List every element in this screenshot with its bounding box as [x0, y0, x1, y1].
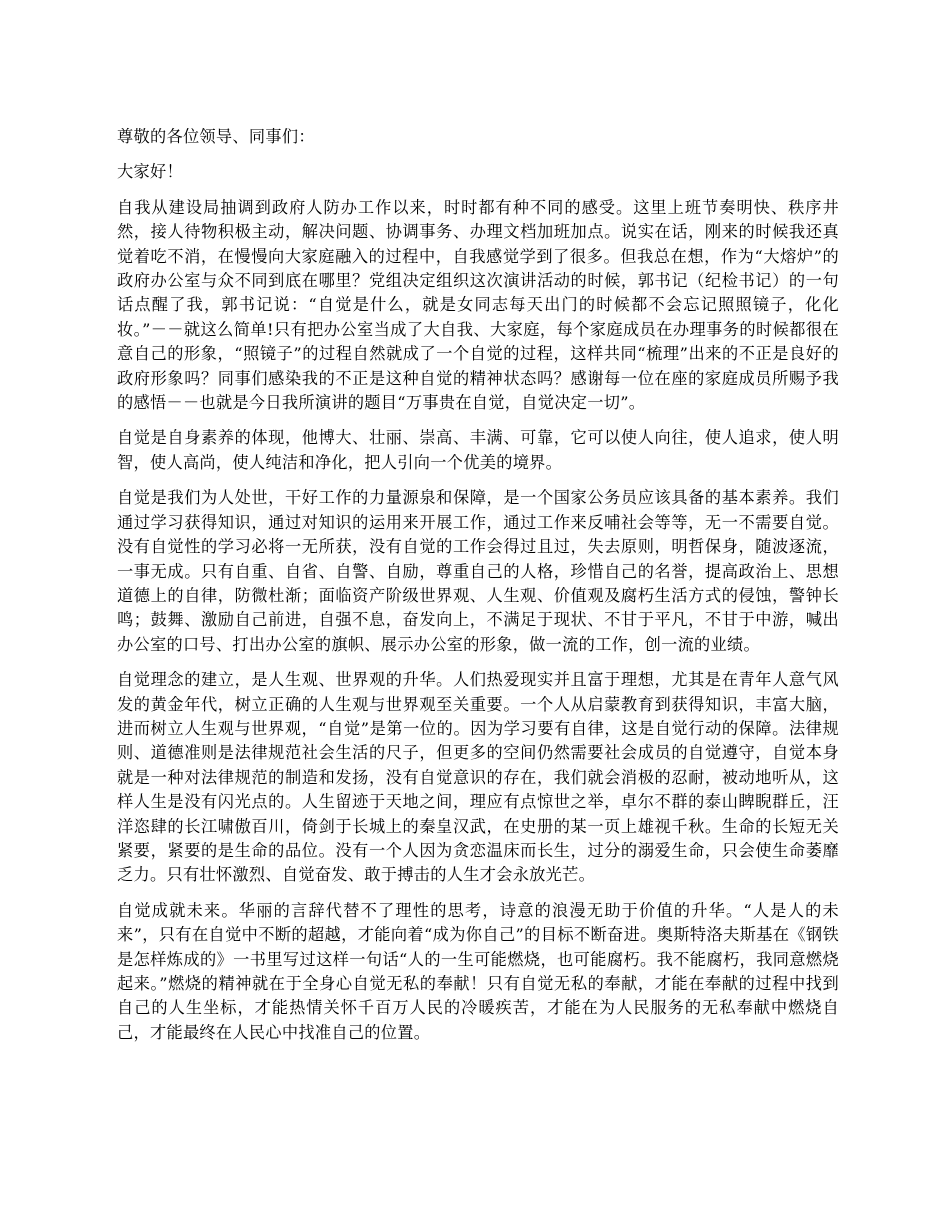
paragraph-work-foundation: 自觉是我们为人处世，干好工作的力量源泉和保障，是一个国家公务员应该具备的基本素养。我们通过学习获得知识，通过对知识的运用来开展工作，通过工作来反哺社会等等，无一不需要自觉。没有自觉性的学习必将一无所获，没有自觉的工作会得过且过，失去原则，明哲保身，随波逐流，一事无成。只有自重、自省、自警、自励，尊重自己的人格，珍惜自己的名誉，提高政治上、思想道德上的自律，防微杜渐；面临资产阶级世界观、人生观、价值观及腐朽生活方式的侵蚀，警钟长鸣；鼓舞、激励自己前进，自强不息，奋发向上，不满足于现状、不甘于平凡，不甘于中游，喊出办公室的口号、打出办公室的旗帜、展示办公室的形象，做一流的工作，创一流的业绩。 [117, 488, 839, 654]
salutation: 尊敬的各位领导、同事们： [117, 127, 315, 146]
greeting: 大家好！ [117, 162, 183, 182]
paragraph-intro: 自我从建设局抽调到政府人防办工作以来，时时都有种不同的感受。这里上班节奏明快、秩序井然，接人待物积极主动，解决问题、协调事务、办理文档加班加点。说实在话，刚来的时候我还真觉着吃不消，在慢慢向大家庭融入的过程中，自我感觉学到了很多。但我总在想，作为“大熔炉”的政府办公室与众不同到底在哪里？党组决定组织这次演讲活动的时候，郭书记（纪检书记）的一句话点醒了我，郭书记说：“自觉是什么，就是女同志每天出门的时候都不会忘记照照镜子，化化妆。”－－就这么简单!只有把办公室当成了大自我、大家庭，每个家庭成员在办理事务的时候都很在意自己的形象，“照镜子”的过程自然就成了一个自觉的过程，这样共同“梳理”出来的不正是良好的政府形象吗？同事们感染我的不正是这种自觉的精神状态吗？感谢每一位在座的家庭成员所赐予我的感悟－－也就是今日我所演讲的题目“万事贵在自觉，自觉决定一切”。 [117, 197, 839, 413]
paragraph-worldview: 自觉理念的建立，是人生观、世界观的升华。人们热爱现实并且富于理想，尤其是在青年人意气风发的黄金年代，树立正确的人生观与世界观至关重要。一个人从启蒙教育到获得知识，丰富大脑，进而树立人生观与世界观，“自觉”是第一位的。因为学习要有自律，这是自觉行动的保障。法律规则、道德准则是法律规范社会生活的尺子，但更多的空间仍然需要社会成员的自觉遵守，自觉本身就是一种对法律规范的制造和发扬，没有自觉意识的存在，我们就会消极的忍耐，被动地听从，这样人生是没有闪光点的。人生留迹于天地之间，理应有点惊世之举，卓尔不群的泰山睥睨群丘，汪洋恣肆的长江啸傲百川，倚剑于长城上的秦皇汉武，在史册的某一页上雄视千秋。生命的长短无关紧要，紧要的是生命的品位。没有一个人因为贪恋温床而长生，过分的溺爱生命，只会使生命萎靡乏力。只有壮怀激烈、自觉奋发、敢于搏击的人生才会永放光芒。 [117, 670, 839, 885]
document-body [117, 125, 839, 1056]
paragraph-future: 自觉成就未来。华丽的言辞代替不了理性的思考，诗意的浪漫无助于价值的升华。“人是人的未来”，只有在自觉中不断的超越，才能向着“成为你自己”的目标不断奋进。奥斯特洛夫斯基在《钢铁是怎样炼成的》一书里写过这样一句话“人的一生可能燃烧，也可能腐朽。我不能腐朽，我同意燃烧起来。”燃烧的精神就在于全身心自觉无私的奉献！只有自觉无私的奉献，才能在奉献的过程中找到自己的人生坐标，才能热情关怀千百万人民的冷暖疾苦，才能在为人民服务的无私奉献中燃烧自己，才能最终在人民心中找准自己的位置。 [117, 900, 839, 1042]
paragraph-self-cultivation: 自觉是自身素养的体现，他博大、壮丽、崇高、丰满、可靠，它可以使人向往，使人追求，使人明智，使人高尚，使人纯洁和净化，把人引向一个优美的境界。 [117, 428, 839, 472]
